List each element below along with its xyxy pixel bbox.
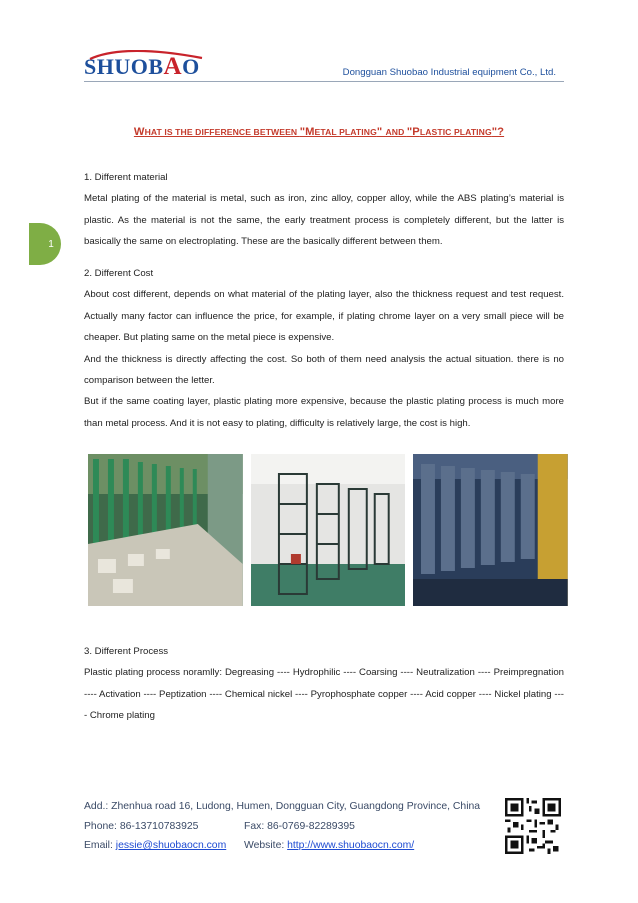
footer-email-link[interactable]: jessie@shuobaocn.com [115,840,227,851]
plating-line-photo-1 [88,454,243,606]
section-heading: 1. Different material [84,172,168,183]
section-paragraph: Metal plating of the material is metal, such as iron, zinc alloy, copper alloy, while the ABS plating’s material is plastic. As the material is not the same, the early treatment process is completely different, but the latter is basically the same on electroplating. These are the basically different between them. [84,193,564,248]
logo-swoosh-icon [84,50,204,82]
section-heading: 2. Different Cost [84,268,154,279]
plating-rack-photo-2 [251,454,406,606]
page-number: 1 [48,238,54,250]
section-paragraph: And the thickness is directly affecting the cost. So both of them need analysis the actual situation. there is no comparison between the letter. [84,353,564,387]
footer-address: Add.: Zhenhua road 16, Ludong, Humen, Dongguan City, Guangdong Province, China [84,801,481,812]
plating-line-photo-3 [413,454,568,606]
header-divider [84,81,564,82]
page-number-marker [29,223,61,265]
footer-email-label: Email: [84,840,116,851]
section-paragraph: About cost different, depends on what material of the plating layer, also the thickness request and test request. Actually many factor can influence the price, for example, if plating chrome layer on a very small piece will be cheaper. But plating same on the metal piece is expensive. [84,289,564,344]
page-footer [84,797,504,856]
section-different-material [84,167,564,253]
company-name: Dongguan Shuobao Industrial equipment Co., Ltd. [342,67,556,78]
section-different-cost [84,263,564,434]
section-heading: 3. Different Process [84,646,169,657]
document-title: WHAT IS THE DIFFERENCE BETWEEN "METAL PLATING" AND "PLASTIC PLATING"? [133,126,505,138]
section-paragraph: But if the same coating layer, plastic plating more expensive, because the plastic plating process is much more than metal process. And it is not easy to plating, difficulty is relatively large, the cost is high. [84,396,564,429]
footer-website-link[interactable]: http://www.shuobaocn.com/ [287,840,415,851]
section-different-process [84,641,564,727]
footer-website-label: Website: [244,840,288,851]
photo-strip [88,454,568,606]
page-header [84,50,564,84]
footer-phone: Phone: 86-13710783925 [84,820,199,832]
footer-fax: Fax: 86-0769-82289395 [244,820,355,832]
qr-code-icon [505,798,561,854]
section-paragraph: Plastic plating process noramlly: Degreasing ---- Hydrophilic ---- Coarsing ---- Neutralization ---- Preimpregnation ---- Activation ---- Peptization ---- Chemical nickel ---- Pyrophosphate copper ---- Acid copper ---- Nickel plating ---- Chrome plating [84,667,564,722]
logo-wordmark: SHUOBAO [84,53,200,80]
company-logo [84,50,200,80]
